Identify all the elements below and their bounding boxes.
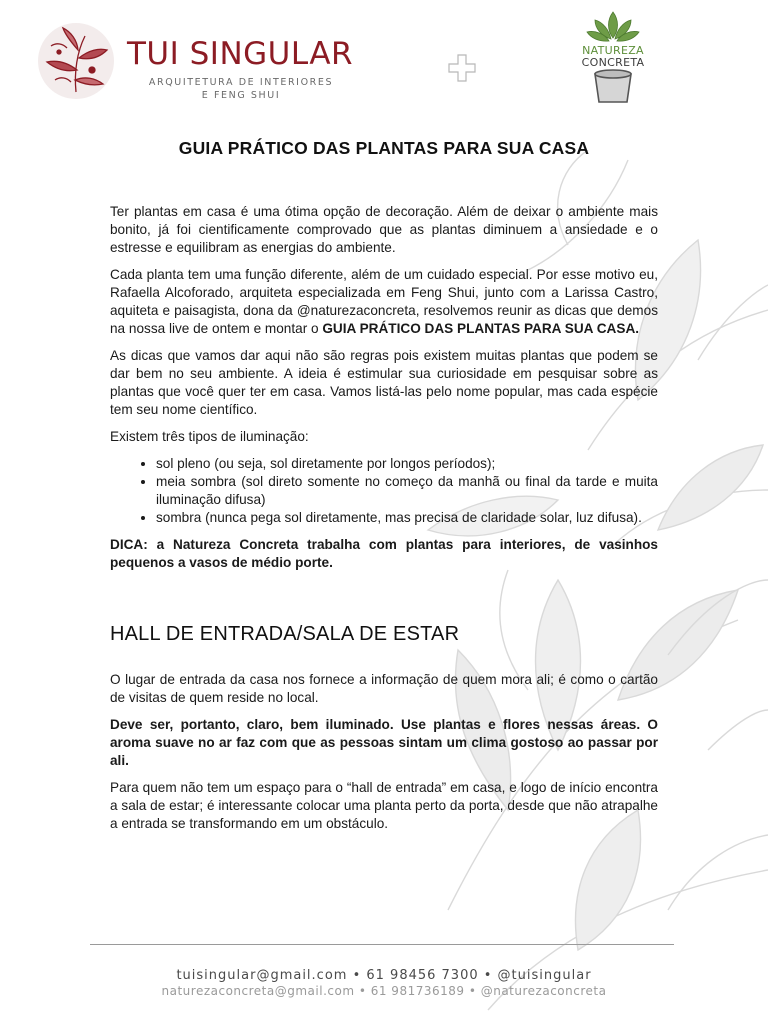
partner-name-line-1: NATUREZA xyxy=(582,44,644,57)
section-paragraph-2: Deve ser, portanto, claro, bem iluminado. Use plantas e flores nessas áreas. O aroma suave no ar faz com que as pessoas sintam um clima gostoso ao passar por ali. xyxy=(110,717,658,768)
section-paragraph-1: O lugar de entrada da casa nos fornece a informação de quem mora ali; é como o cartão de visitas de quem reside no local. xyxy=(110,672,658,705)
lighting-types-list xyxy=(110,455,658,527)
intro-paragraph-1: Ter plantas em casa é uma ótima opção de decoração. Além de deixar o ambiente mais bonito, já foi cientificamente comprovado que as plantas diminuem a ansiedade e o estresse e equilibram as energias do ambiente. xyxy=(110,204,658,255)
brand-tagline-line-1: ARQUITETURA DE INTERIORES xyxy=(148,77,334,88)
list-item: • sol pleno (ou seja, sol diretamente por longos períodos); xyxy=(156,455,658,473)
footer-contact-tui-singular: tuisingular@gmail.com • 61 98456 7300 • @tuisingular xyxy=(176,968,592,983)
document-body xyxy=(110,203,658,842)
brand-tagline-line-2: E FENG SHUI xyxy=(201,90,281,101)
section-heading: HALL DE ENTRADA/SALA DE ESTAR xyxy=(110,623,460,645)
intro-paragraph-2-text: Cada planta tem uma função diferente, além de um cuidado especial. Por esse motivo eu, Rafaella Alcoforado, arquiteta especializada em Feng Shui, junto com a Larissa Castro, aquiteta e paisagista, dona da @naturezaconcreta, resolvemos reunir as dicas que demos na nossa live de ontem e montar o xyxy=(110,267,658,336)
intro-paragraph-4: Existem três tipos de iluminação: xyxy=(110,429,309,444)
tip-paragraph: DICA: a Natureza Concreta trabalha com plantas para interiores, de vasinhos pequenos a vasos de médio porte. xyxy=(110,537,658,570)
brand-name: TUI SINGULAR xyxy=(127,36,354,72)
intro-paragraph-2-bold: GUIA PRÁTICO DAS PLANTAS PARA SUA CASA. xyxy=(322,321,640,336)
footer-contact-natureza-concreta: naturezaconcreta@gmail.com • 61 981736189 • @naturezaconcreta xyxy=(161,984,607,998)
partner-name xyxy=(560,45,666,69)
section-paragraph-3: Para quem não tem um espaço para o “hall de entrada” em casa, e logo de início encontra a sala de estar; é interessante colocar uma planta perto da porta, desde que não atrapalhe a entrada se transformando em um obstáculo. xyxy=(110,780,658,831)
plus-icon xyxy=(447,53,477,83)
intro-paragraph-3: As dicas que vamos dar aqui não são regras pois existem muitas plantas que podem se dar bem no seu ambiente. A ideia é estimular sua curiosidade em pesquisar sobre as plantas que você quer ter em casa. Vamos listá-las pelo nome popular, mas cada espécie tem seu nome científico. xyxy=(110,348,658,417)
brand-tagline xyxy=(138,76,344,102)
partner-name-line-2: CONCRETA xyxy=(581,56,645,69)
intro-paragraph-2 xyxy=(110,266,658,338)
list-item: • sombra (nunca pega sol diretamente, mas precisa de claridade solar, luz difusa). xyxy=(156,509,658,527)
list-item: • meia sombra (sol direto somente no começo da manhã ou final da tarde e muita iluminação difusa) xyxy=(156,473,658,509)
page-title: GUIA PRÁTICO DAS PLANTAS PARA SUA CASA xyxy=(178,138,590,158)
tui-singular-logo-icon xyxy=(37,22,115,100)
footer-divider xyxy=(90,944,674,945)
